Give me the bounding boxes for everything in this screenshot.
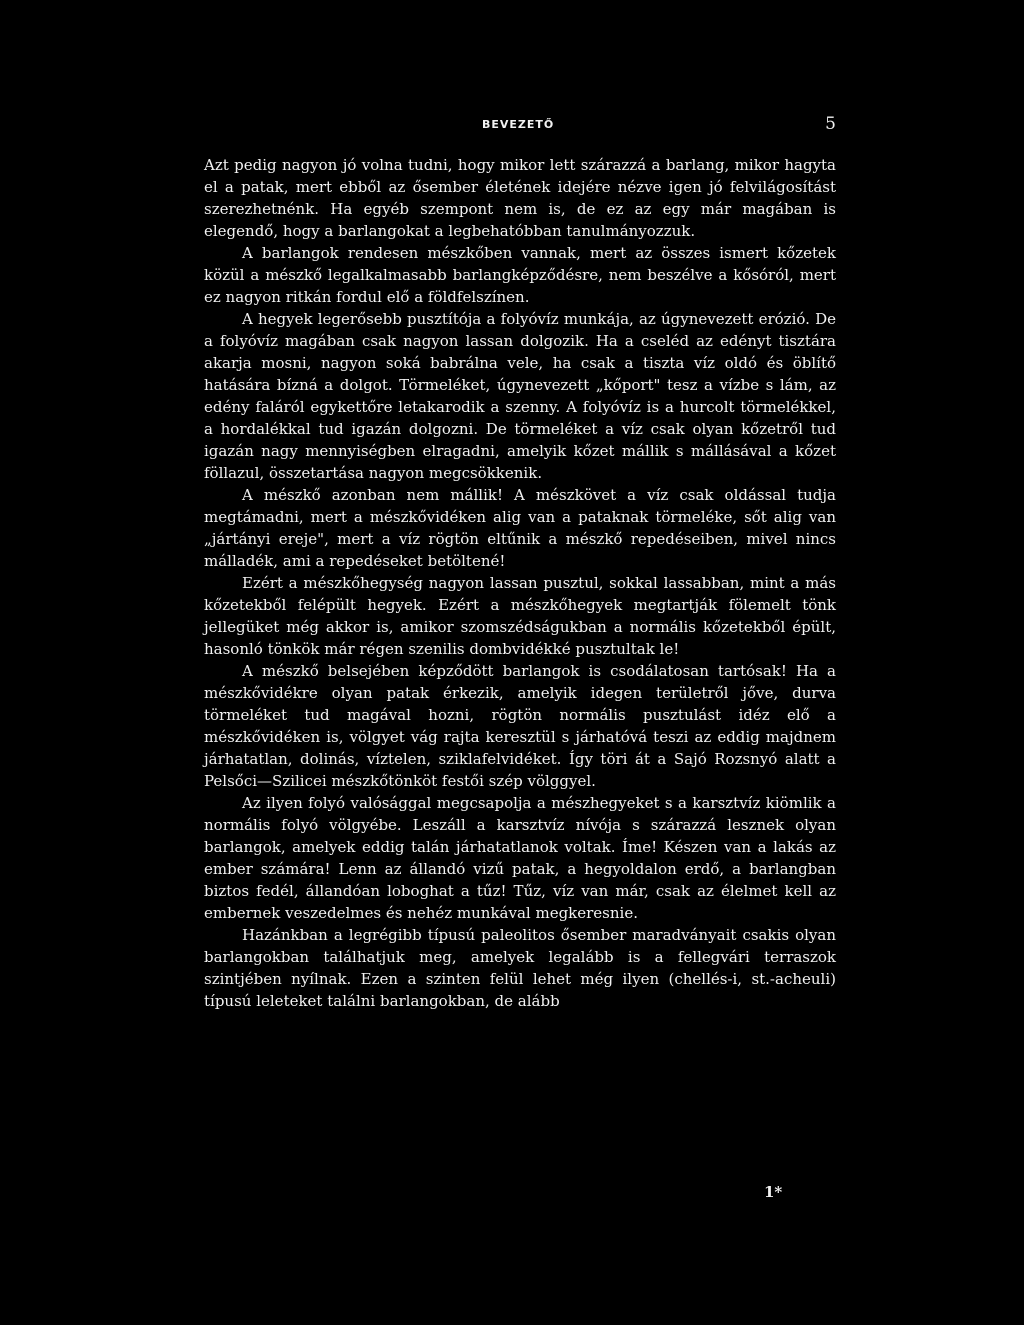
paragraph-4: A mészkő azonban nem mállik! A mészkövet a víz csak oldással tudja megtámadni, mert a mészkővidéken alig van a pataknak törmeléke, sőt alig van „jártányi ereje", mert a víz rögtön eltűnik a mészkő repedéseiben, mivel nincs málladék, ami a repedéseket betöltené! (204, 486, 836, 570)
signature-mark: 1* (764, 1183, 783, 1201)
running-title: BEVEZETŐ (482, 118, 555, 131)
paragraph-6: A mészkő belsejében képződött barlangok is csodálatosan tartósak! Ha a mészkővidékre olyan patak érkezik, amelyik idegen területről jőve, durva törmeléket tud magával hozni, rögtön normális pusztulást idéz elő a mészkővidéken is, völgyet vág rajta keresztül s járhatóvá teszi az eddig majdnem járhatatlan, dolinás, víztelen, sziklafelvidéket. Így töri át a Sajó Rozsnyó alatt a Pelsőci—Szilicei mészkőtönköt festői szép völggyel. (204, 662, 836, 790)
body-text (204, 154, 836, 1012)
paragraph-1: Azt pedig nagyon jó volna tudni, hogy mikor lett szárazzá a barlang, mikor hagyta el a patak, mert ebből az ősember életének idejére nézve igen jó felvilágosítást szerezhetnénk. Ha egyéb szempont nem is, de ez az egy már magában is elegendő, hogy a barlangokat a legbehatóbban tanulmányozzuk. (204, 156, 836, 240)
paragraph-7: Az ilyen folyó valósággal megcsapolja a mészhegyeket s a karsztvíz kiömlik a normális folyó völgyébe. Leszáll a karsztvíz nívója s szárazzá lesznek olyan barlangok, amelyek eddig talán járhatatlanok voltak. Íme! Készen van a lakás az ember számára! Lenn az állandó vizű patak, a hegyoldalon erdő, a barlangban biztos fedél, állandóan loboghat a tűz! Tűz, víz van már, csak az élelmet kell az embernek veszedelmes és nehéz munkával megkeresnie. (204, 794, 836, 922)
page-number: 5 (825, 114, 836, 134)
paragraph-8: Hazánkban a legrégibb típusú paleolitos ősember maradványait csakis olyan barlangokban találhatjuk meg, amelyek legalább is a fellegvári terraszok szintjében nyílnak. Ezen a szinten felül lehet még ilyen (chellés-i, st.-acheuli) típusú leleteket találni barlangokban, de alább (204, 926, 836, 1010)
paragraph-3: A hegyek legerősebb pusztítója a folyóvíz munkája, az úgynevezett erózió. De a folyóvíz magában csak nagyon lassan dolgozik. Ha a cseléd az edényt tisztára akarja mosni, nagyon soká babrálna vele, ha csak a tiszta víz oldó és öblítő hatására bízná a dolgot. Törmeléket, úgynevezett „kőport" tesz a vízbe s lám, az edény faláról egykettőre letakarodik a szenny. A folyóvíz is a hurcolt törmelékkel, a hordalékkal tud igazán dolgozni. De törmeléket a víz csak olyan kőzetről tud igazán nagy mennyiségben elragadni, amelyik kőzet mállik s mállásával a kőzet föllazul, összetartása nagyon megcsökkenik. (204, 310, 836, 482)
paragraph-2: A barlangok rendesen mészkőben vannak, mert az összes ismert kőzetek közül a mészkő legalkalmasabb barlangképződésre, nem beszélve a kősóról, mert ez nagyon ritkán fordul elő a földfelszínen. (204, 244, 836, 306)
running-head (0, 114, 1024, 138)
paragraph-5: Ezért a mészkőhegység nagyon lassan pusztul, sokkal lassabban, mint a más kőzetekből felépült hegyek. Ezért a mészkőhegyek megtartják fölemelt tönk jellegüket még akkor is, amikor szomszédságukban a normális kőzetekből épült, hasonló tönkök már régen szenilis dombvidékké pusztultak le! (204, 574, 836, 658)
